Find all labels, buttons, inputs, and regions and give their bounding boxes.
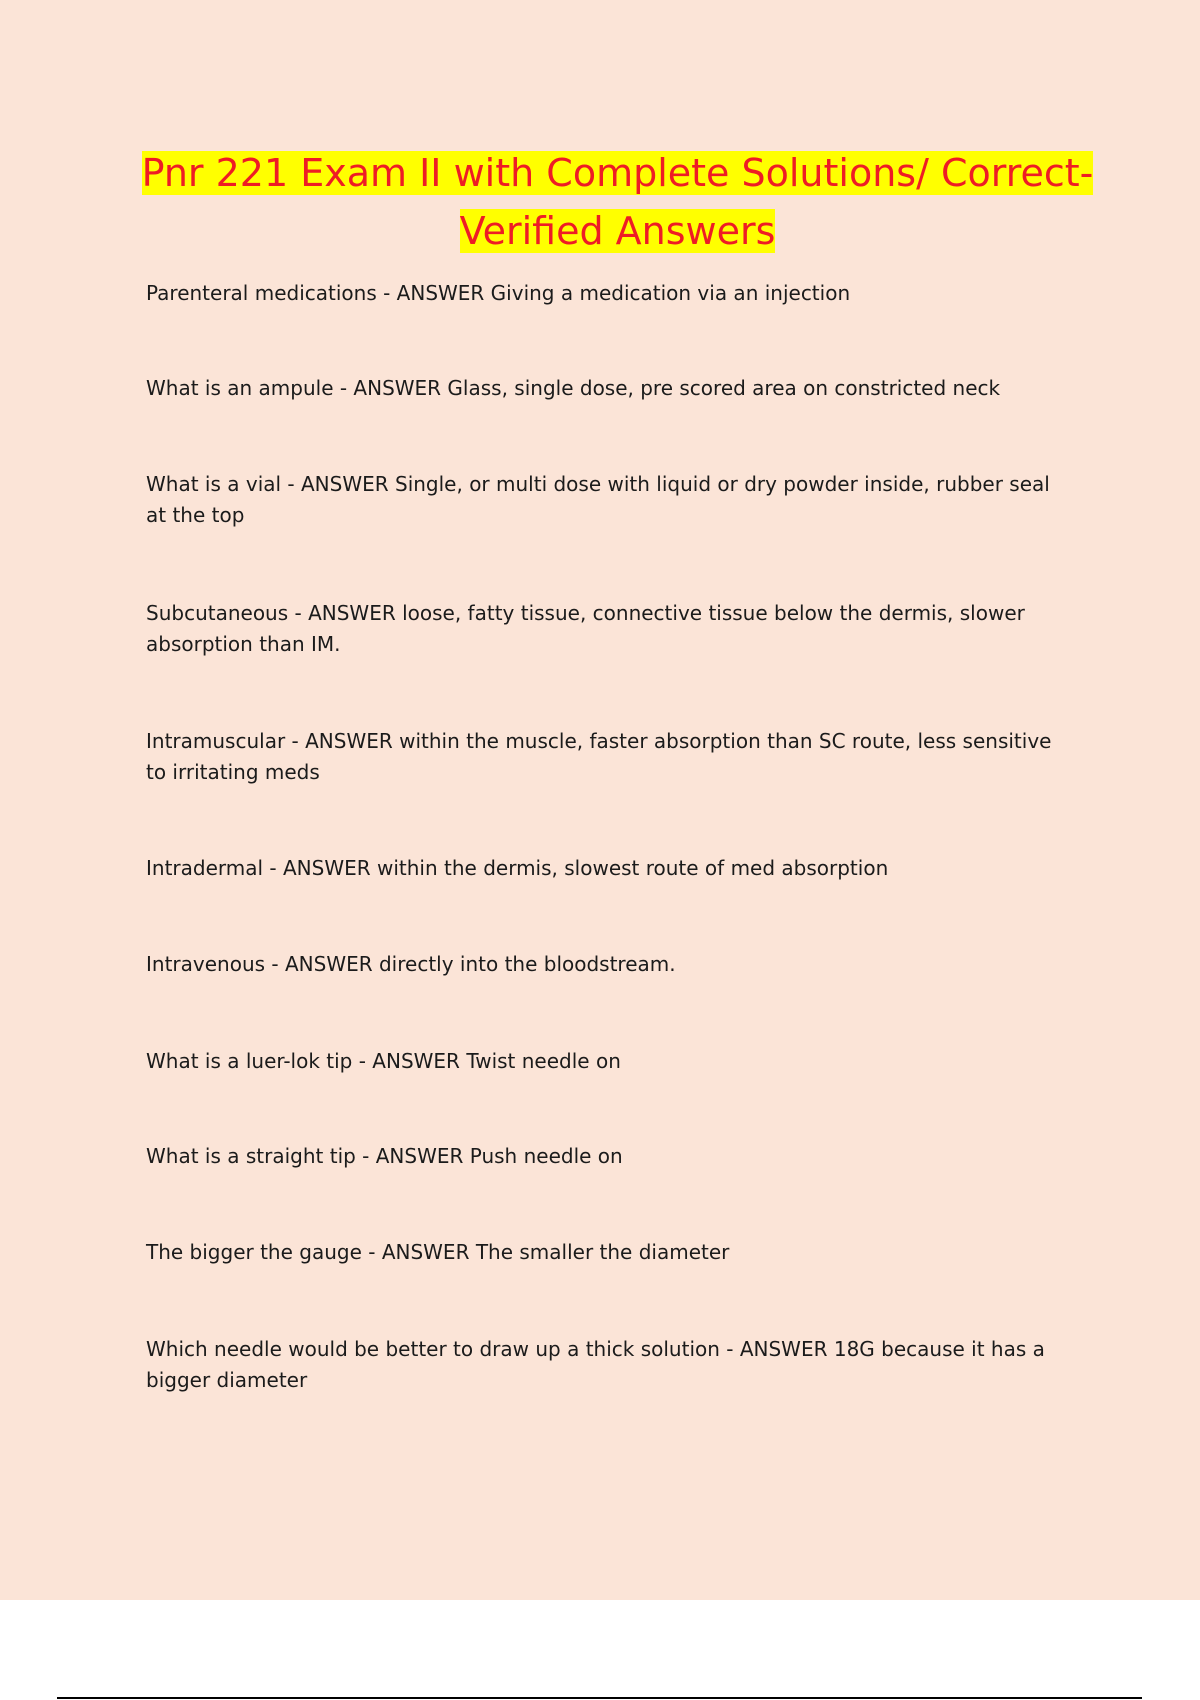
- title-line-1: Pnr 221 Exam II with Complete Solutions/ Correct-: [141, 151, 1094, 195]
- qa-entry: What is a vial - ANSWER Single, or multi dose with liquid or dry powder inside, rubber seal at the top: [146, 472, 1050, 527]
- title-line-2: Verified Answers: [459, 209, 776, 253]
- qa-entry: Intravenous - ANSWER directly into the bloodstream.: [146, 952, 676, 976]
- qa-entry: Intradermal - ANSWER within the dermis, slowest route of med absorption: [146, 856, 889, 880]
- qa-entry: What is an ampule - ANSWER Glass, single dose, pre scored area on constricted neck: [146, 376, 1001, 400]
- qa-entry: The bigger the gauge - ANSWER The smaller the diameter: [146, 1240, 730, 1264]
- qa-entry: Intramuscular - ANSWER within the muscle, faster absorption than SC route, less sensitive to irritating meds: [146, 729, 1052, 784]
- qa-entry: Which needle would be better to draw up a thick solution - ANSWER 18G because it has a bigger diameter: [146, 1337, 1045, 1392]
- document-title: [0, 144, 1200, 260]
- footer-rule: [57, 1697, 1142, 1699]
- qa-entry: Parenteral medications - ANSWER Giving a medication via an injection: [146, 281, 851, 305]
- qa-entry: What is a luer-lok tip - ANSWER Twist needle on: [146, 1049, 621, 1073]
- qa-entry: Subcutaneous - ANSWER loose, fatty tissue, connective tissue below the dermis, slower absorption than IM.: [146, 601, 1025, 656]
- qa-entry: What is a straight tip - ANSWER Push needle on: [146, 1144, 623, 1168]
